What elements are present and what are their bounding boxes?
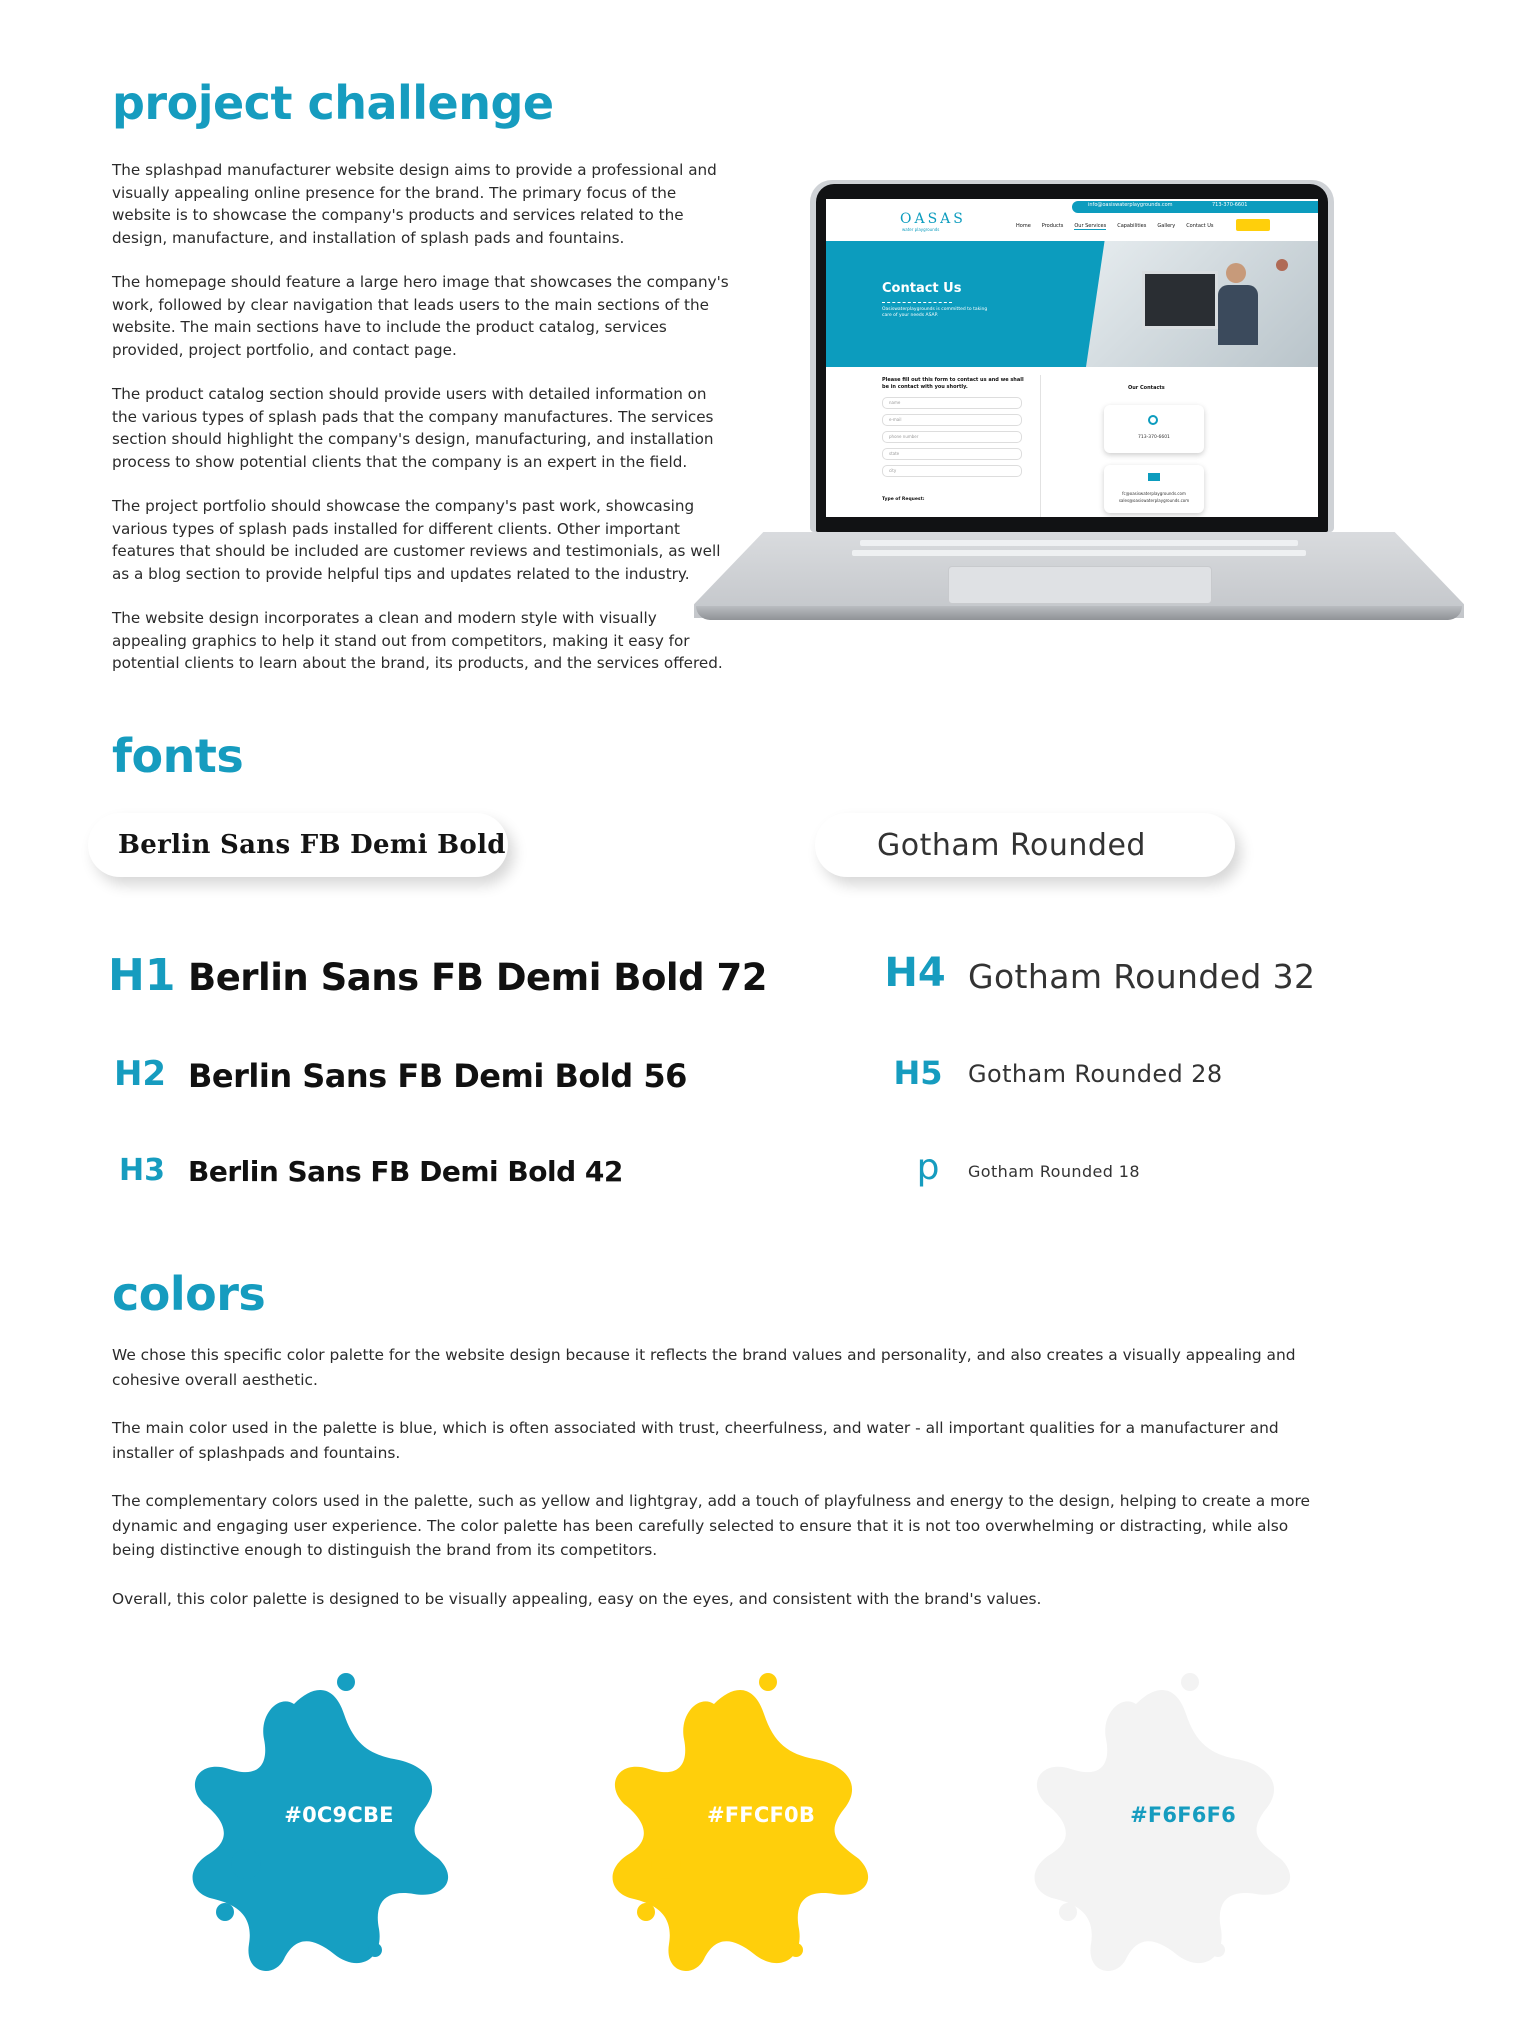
mockup-person bbox=[1226, 263, 1246, 283]
swatch-label-gray: #F6F6F6 bbox=[1130, 1803, 1236, 1827]
h1-sample: Berlin Sans FB Demi Bold 72 bbox=[188, 956, 767, 999]
splash-drop bbox=[216, 1903, 234, 1921]
colors-paragraph: Overall, this color palette is designed to be visually appealing, easy on the eyes, and consistent with the brand's values. bbox=[112, 1589, 1042, 1608]
mockup-person bbox=[1218, 285, 1258, 345]
mockup-hero-photo bbox=[1086, 241, 1318, 367]
h3-tag: H3 bbox=[119, 1153, 165, 1188]
challenge-paragraph: The product catalog section should provide users with detailed information on the various types of splash pads that the company manufactures. The services section should highlight the company's design, manufacturing, and installation process to show potential clients that the company is an expert in the field. bbox=[112, 385, 714, 471]
mockup-nav-item: Products bbox=[1041, 223, 1064, 229]
mockup-person bbox=[1276, 259, 1288, 271]
mail-icon bbox=[1148, 473, 1160, 481]
mockup-contact-phone: 713-370-6601 bbox=[1138, 435, 1170, 440]
laptop-trackpad bbox=[948, 566, 1212, 604]
splash-drop bbox=[1073, 1849, 1103, 1879]
splash-drop bbox=[337, 1673, 355, 1691]
swatch-label-yellow: #FFCF0B bbox=[706, 1803, 816, 1827]
mockup-form-type-label: Type of Request: bbox=[882, 497, 925, 502]
mockup-wave bbox=[882, 299, 952, 303]
challenge-paragraph: The project portfolio should showcase the company's past work, showcasing various types of splash pads installed for different clients. Other important features that should be included are customer reviews and testimonials, as well as a blog section to provide helpful tips and updates related to the industry. bbox=[112, 497, 721, 583]
h1-tag: H1 bbox=[108, 950, 176, 1001]
mockup-divider bbox=[1040, 375, 1041, 517]
colors-paragraph: We chose this specific color palette for the website design because it reflects the brand values and personality, and also creates a visually appealing and cohesive overall aesthetic. bbox=[112, 1346, 1296, 1389]
mockup-contacts-heading: Our Contacts bbox=[1128, 385, 1165, 391]
challenge-paragraph: The homepage should feature a large hero image that showcases the company's work, followed by clear navigation that leads users to the main sections of the website. The main sections have to include the product catalog, services provided, project portfolio, and contact page. bbox=[112, 273, 729, 359]
mockup-form-field: city bbox=[882, 465, 1022, 477]
splash-drop bbox=[231, 1849, 261, 1879]
h2-tag: H2 bbox=[113, 1054, 167, 1094]
mockup-nav bbox=[1016, 223, 1214, 230]
colors-title: colors bbox=[112, 1267, 266, 1321]
mockup-logo: OASAS bbox=[900, 211, 966, 227]
mockup-form-field: state bbox=[882, 448, 1022, 460]
swatch-label-blue: #0C9CBE bbox=[284, 1803, 394, 1827]
mockup-topbar-email: info@oasiswaterplaygrounds.com bbox=[1088, 202, 1173, 208]
p-tag: p bbox=[916, 1147, 940, 1188]
h5-tag: H5 bbox=[893, 1054, 943, 1092]
phone-icon bbox=[1148, 415, 1158, 425]
mockup-monitor bbox=[1142, 271, 1218, 329]
mockup-nav-item: Our Services bbox=[1074, 223, 1107, 229]
splash-drop bbox=[1181, 1673, 1199, 1691]
mockup-contact-card bbox=[1104, 405, 1204, 453]
splash-drop bbox=[759, 1673, 777, 1691]
keyboard-row bbox=[852, 550, 1306, 556]
h4-tag: H4 bbox=[884, 950, 946, 996]
mockup-form-field: phone number bbox=[882, 431, 1022, 443]
mockup-form-field: name bbox=[882, 397, 1022, 409]
mockup-hero-text: Oasiswaterplaygrounds is committed to taking care of your needs ASAP. bbox=[882, 307, 988, 318]
mockup-form-field: e-mail bbox=[882, 414, 1022, 426]
fonts-title: fonts bbox=[112, 729, 244, 783]
font-pill-label: Berlin Sans FB Demi Bold bbox=[118, 830, 506, 860]
p-sample: Gotham Rounded 18 bbox=[968, 1162, 1140, 1181]
mockup-nav-item: Capabilities bbox=[1117, 223, 1147, 229]
h5-sample: Gotham Rounded 28 bbox=[968, 1060, 1223, 1088]
keyboard-row bbox=[860, 540, 1298, 546]
mockup-nav-item: Gallery bbox=[1157, 223, 1176, 229]
font-pill-gotham bbox=[815, 813, 1235, 877]
h3-sample: Berlin Sans FB Demi Bold 42 bbox=[188, 1155, 623, 1188]
splash-blob bbox=[613, 1690, 869, 1971]
splash-drop bbox=[1059, 1903, 1077, 1921]
laptop-base-lip bbox=[696, 606, 1462, 620]
mockup-nav-item: Contact Us bbox=[1186, 223, 1214, 229]
mockup-contact-email: fc@oasiswaterplaygrounds.com bbox=[1122, 491, 1186, 496]
splash-drop bbox=[637, 1903, 655, 1921]
h4-sample: Gotham Rounded 32 bbox=[968, 957, 1316, 996]
challenge-text bbox=[112, 159, 732, 697]
mockup-logo-sub: water playgrounds bbox=[902, 227, 940, 232]
mockup-contact-email: sales@oasiswaterplaygrounds.com bbox=[1118, 498, 1190, 503]
mockup-form bbox=[882, 397, 1022, 482]
mockup-hero-title: Contact Us bbox=[882, 281, 962, 296]
mockup-topbar-phone: 713-370-6601 bbox=[1212, 202, 1248, 208]
splash-drop bbox=[1211, 1943, 1225, 1957]
h2-sample: Berlin Sans FB Demi Bold 56 bbox=[188, 1057, 687, 1095]
splash-blob bbox=[1035, 1690, 1291, 1971]
mockup-contact-card bbox=[1104, 465, 1204, 513]
mockup-badge bbox=[1236, 219, 1270, 231]
colors-paragraph: The main color used in the palette is blue, which is often associated with trust, cheerfulness, and water - all important qualities for a manufacturer and installer of splashpads and fountains. bbox=[112, 1419, 1279, 1462]
challenge-paragraph: The website design incorporates a clean and modern style with visually appealing graphics to help it stand out from competitors, making it easy for potential clients to learn about the brand, its products, and the services offered. bbox=[112, 609, 723, 672]
challenge-paragraph: The splashpad manufacturer website design aims to provide a professional and visually appealing online presence for the brand. The primary focus of the website is to showcase the company's products and services related to the design, manufacture, and installation of splash pads and fountains. bbox=[112, 161, 717, 247]
colors-text bbox=[112, 1343, 1312, 1635]
splash-drop bbox=[368, 1943, 382, 1957]
splash-drop bbox=[651, 1849, 681, 1879]
splash-drop bbox=[789, 1943, 803, 1957]
laptop-screen bbox=[826, 199, 1318, 517]
splash-blob bbox=[193, 1690, 449, 1971]
colors-paragraph: The complementary colors used in the palette, such as yellow and lightgray, add a touch of playfulness and energy to the design, helping to create a more dynamic and engaging user experience. The color palette has been carefully selected to ensure that it is not too overwhelming or distracting, while also being distinctive enough to distinguish the brand from its competitors. bbox=[112, 1492, 1310, 1559]
challenge-title: project challenge bbox=[112, 76, 554, 130]
font-pill-berlin bbox=[88, 813, 508, 877]
font-pill-label: Gotham Rounded bbox=[877, 827, 1146, 863]
mockup-form-heading: Please fill out this form to contact us and we shall be in contact with you shortly. bbox=[882, 377, 1024, 390]
mockup-nav-item: Home bbox=[1016, 223, 1031, 229]
